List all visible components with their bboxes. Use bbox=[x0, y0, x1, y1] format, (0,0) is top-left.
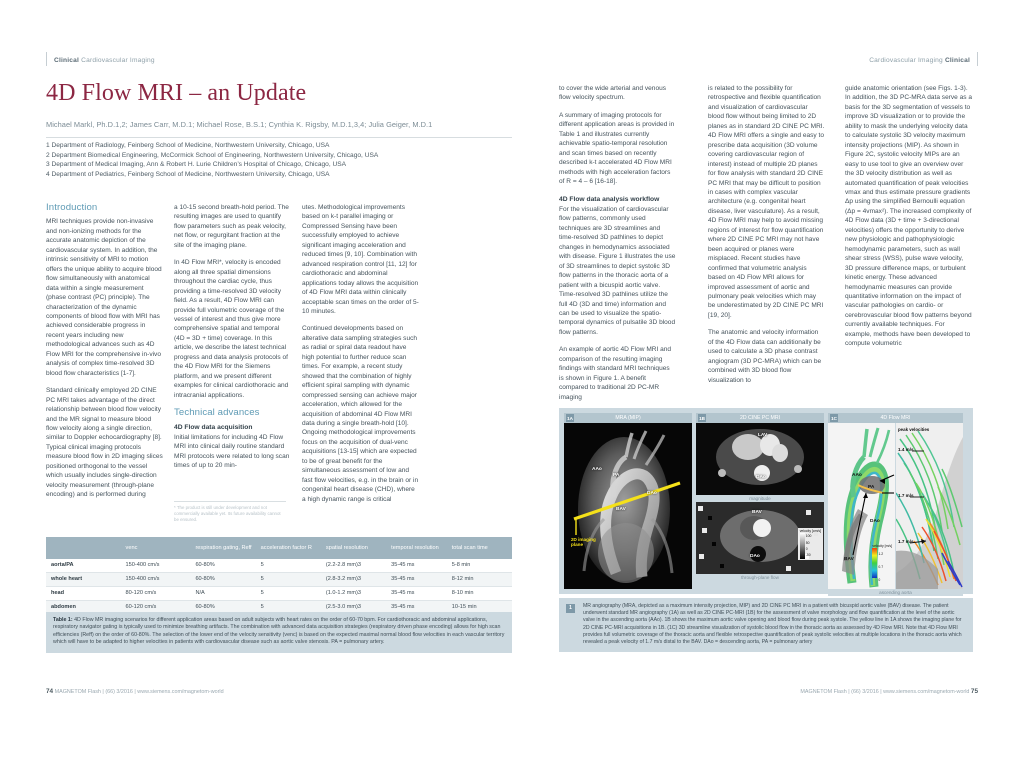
table-col-header: acceleration factor R bbox=[256, 537, 321, 559]
running-head-left bbox=[46, 52, 155, 66]
paragraph: is related to the possibility for retrospective and flexible quantification and visualization of cardiovascular blood flow without being limited to 2D planes as in standard 2D CINE PC MRI. 4D Flow MRI offers a single and easy to prescribe data acquisition (3D volume covering cardiovascular region of interest) instead of multiple 2D planes for flow analysis with standard 2D CINE PC MRI that may be difficult to position in cases with complex vascular architecture (e.g. congenital heart disease, liver vasculature). As a result, 4D Flow MRI may help to avoid missing regions of interest for flow quantification where 2D CINE PC MRI may not have been acquired or planes were misplaced. Recent studies have confirmed that volumetric analysis based on 4D Flow MRI allows for improved assessment of aortic and pulmonary peak velocities which may be underestimated by 2D CINE PC MRI [19, 20]. bbox=[708, 85, 825, 319]
table-cell: 150-400 cm/s bbox=[121, 573, 191, 587]
label-dao-1b: DAo bbox=[756, 475, 766, 480]
table-cell: N/A bbox=[190, 587, 255, 601]
section-heading-technical-advances: Technical advances bbox=[174, 407, 260, 419]
rule-divider-right bbox=[977, 52, 978, 66]
footnote-rule bbox=[174, 501, 286, 502]
label-bav-1a: BAV bbox=[616, 507, 626, 512]
figure-panel-1a bbox=[564, 413, 692, 589]
table-col-header: temporal resolution bbox=[386, 537, 447, 559]
figure-panel-1c bbox=[828, 413, 963, 596]
label-pa-1a: PA bbox=[613, 473, 620, 478]
sublabel-ascending-aorta: ascending aorta bbox=[879, 590, 912, 595]
table-cell: 60-80% bbox=[190, 573, 255, 587]
table-cell: 150-400 cm/s bbox=[121, 559, 191, 573]
table-cell: 35-45 ms bbox=[386, 559, 447, 573]
text-column-3 bbox=[302, 203, 419, 512]
paragraph: guide anatomic orientation (see Figs. 1-3). In addition, the 3D PC-MRA data serve as a basis for the 3D segmentation of vessels to improve 3D visualization or to provide the ability to mask the underlying velocity data to calculate systolic 3D velocity maximum intensity projections (MIP). As shown in Figure 2C, systolic velocity MIPs are an easy to use tool to give an overview over the 3D velocity distribution as well as automated quantification of peak velocities vmax and thus estimate pressure gradients Δp using the simplified Bernoulli equation (Δp = 4vmax²). The increased complexity of 4D Flow data (3D + time + 3-directional velocities) offers the opportunity to derive new physiologic and pathophysiologic hemodynamic parameters, such as wall shear stress (WSS), pulse wave velocity, 3D pressure difference maps, or turbulent kinetic energy. These advanced hemodynamic measures can provide quantitative information on the impact of vascular pathologies on cardio- or cerebrovascular blood flow patterns beyond currently available techniques. For example, methods have been developed to compute volumetric bbox=[845, 85, 973, 348]
protocol-table bbox=[46, 537, 512, 615]
panel-tag-1c: 1C bbox=[831, 415, 837, 421]
sublabel-through-plane: through-plane flow bbox=[741, 575, 779, 580]
velocity-scale-1b bbox=[798, 528, 823, 560]
table-cell: 80-120 cm/s bbox=[121, 587, 191, 601]
table-cell: (2.8-3.2 mm)3 bbox=[321, 573, 386, 587]
paragraph: Continued developments based on alterative data sampling strategies such as radial or spiral data readout have high potential to further reduce scan times. For example, a recent study showed that the combination of highly efficient spiral sampling with dynamic compressed sensing can achieve major acceleration, which allowed for the acquisition of abdominal 4D Flow MRI data during a single breath-hold [10]. Ongoing methodological improvements focus on the acquisition of dual-venc acquisitions [13-15] which are expected to be of great benefit for the simultaneous assessment of low and fast flow velocities, e.g. in the brain or in congenital heart disease (CHD), where a high dynamic range is critical bbox=[302, 325, 419, 503]
table-row bbox=[46, 587, 512, 601]
figure-panel-1b bbox=[696, 413, 824, 581]
footnote bbox=[174, 501, 286, 523]
panel-title-bar-1b bbox=[696, 413, 824, 423]
table-cell: 5 bbox=[256, 559, 321, 573]
text-column-5 bbox=[708, 84, 825, 393]
table-cell: 5 bbox=[256, 601, 321, 615]
table-caption-text: 4D Flow MR imaging scenarios for different application areas based on adult subjects with heart rates on the order of 60-70 bpm. For cardiothoracic and abdominal applications, respiratory navigator gating is typically used to minimize breathing artifacts. The combination with advanced data acquisition strategies (respiratory driven phase encoding) allows for high scan efficiencies (Reff) on the order of 60-80%. The selection of the lower end of the velocity sensitivity (venc) is based on the expected maximal normal blood flow velocities in each vascular territory which will have to be adapted to higher velocities in patients with cardiovascular disease such as aortic valve stenosis. PA = pulmonary artery. bbox=[53, 617, 505, 646]
table-caption bbox=[46, 612, 512, 653]
table-col-header: venc bbox=[121, 537, 191, 559]
paragraph: utes. Methodological improvements based on k-t parallel imaging or Compressed Sensing have been successfully employed to achieve significant imaging acceleration and reduced times [9, 10]. Combination with advanced respiration control [11, 12] for cardiothoracic and abdominal applications today allows the acquisition of 4D Flow MRI data within clinically acceptable scan times on the order of 5-10 minutes. bbox=[302, 204, 419, 315]
paragraph: a 10-15 second breath-hold period. The resulting images are used to quantify flow parameters such as peak velocity, net flow, or regurgitant fraction at the site of the imaging plane. bbox=[174, 204, 289, 249]
velocity-scale-title-1c: velocity [m/s] bbox=[872, 544, 892, 548]
footer-right bbox=[800, 688, 978, 695]
paragraph: For the visualization of cardiovascular flow patterns, commonly used techniques are 3D streamlines and time-resolved 3D pathlines to depict changes in hemodynamics associated with disease. Figure 1 illustrates the use of 3D streamlines to depict systolic 3D flow patterns in the thoracic aorta of a patient with a bicuspid aortic valve. Time-resolved 3D pathlines utilize the full 4D (3D and time) information and can be used to visualize the spatio-temporal dynamics of pulsatile 3D blood flow patterns. bbox=[559, 205, 676, 336]
mri-image-ascending-aorta bbox=[896, 423, 963, 589]
runhead-left-secondary: Cardiovascular Imaging bbox=[81, 57, 155, 64]
scale-tick: 100 bbox=[805, 534, 812, 539]
footnote-text: * The product is still under development and not commercially available yet. Its future availability cannot be ensured. bbox=[174, 504, 281, 522]
label-velocity-2: 1.7 m/s bbox=[898, 493, 914, 498]
affiliation-item: 3 Department of Medical Imaging, Ann & Robert H. Lurie Children’s Hospital of Chicago, Chicago, USA bbox=[46, 161, 347, 169]
affiliations bbox=[46, 141, 526, 179]
mra-mip-illustration bbox=[564, 423, 692, 589]
table-cell: (1.0-1.2 mm)3 bbox=[321, 587, 386, 601]
paragraph: The anatomic and velocity information of the 4D Flow data can additionally be used to calculate a 3D phase contrast angiogram (3D PC-MRA) which can be combined with 3D blood flow visualization to bbox=[708, 329, 822, 384]
label-pa-1c: PA bbox=[868, 485, 875, 490]
running-head-right bbox=[869, 52, 978, 66]
page-title: 4D Flow MRI – an Update bbox=[46, 80, 307, 106]
mri-image-magnitude bbox=[696, 423, 824, 495]
panel-title-bar-1c bbox=[828, 413, 963, 423]
label-aao-1c: AAo bbox=[852, 473, 862, 478]
subheading-data-acquisition: 4D Flow data acquisition bbox=[174, 423, 253, 431]
label-dao-1c: DAo bbox=[870, 519, 880, 524]
scale-tick: 0 bbox=[805, 547, 808, 551]
text-column-6 bbox=[845, 84, 973, 357]
label-aao-1a: AAo bbox=[592, 467, 602, 472]
table-caption-label: Table 1: bbox=[53, 617, 73, 623]
mri-image-through-plane bbox=[696, 502, 824, 574]
runhead-right-primary: Clinical bbox=[944, 57, 970, 64]
text-column-2 bbox=[174, 203, 291, 471]
table-cell: 35-45 ms bbox=[386, 601, 447, 615]
footer-right-text: MAGNETOM Flash | (66) 3/2016 | www.siemens.com/magnetom-world bbox=[800, 689, 970, 695]
table-cell: 60-80% bbox=[190, 559, 255, 573]
footer-left-text: MAGNETOM Flash | (66) 3/2016 | www.siemens.com/magnetom-world bbox=[54, 689, 224, 695]
mri-image-4d-streamlines bbox=[828, 423, 895, 589]
table-cell: 35-45 ms bbox=[386, 573, 447, 587]
table-cell: 10-15 min bbox=[447, 601, 512, 615]
table-cell: aorta/PA bbox=[46, 559, 121, 573]
velocity-colorbar-1b bbox=[800, 533, 805, 559]
text-column-1 bbox=[46, 203, 163, 508]
table-col-header: total scan time bbox=[447, 537, 512, 559]
table-cell: 60-120 cm/s bbox=[121, 601, 191, 615]
table-col-header bbox=[46, 537, 121, 559]
table-row bbox=[46, 559, 512, 573]
scale-tick-lo: 0 bbox=[878, 578, 881, 582]
footer-left bbox=[46, 688, 224, 695]
page-number-right: 75 bbox=[970, 688, 978, 695]
title-rule bbox=[46, 137, 512, 138]
label-velocity-3: 1.7 m/s bbox=[898, 539, 914, 544]
table-cell: 35-45 ms bbox=[386, 587, 447, 601]
table-cell: 5-8 min bbox=[447, 559, 512, 573]
author-list: Michael Markl, Ph.D.1,2; James Carr, M.D.1; Michael Rose, B.S.1; Cynthia K. Rigsby, M.D.1,3,4; Julia Geiger, M.D.1 bbox=[46, 120, 433, 129]
label-bav-1c: BAV bbox=[844, 557, 854, 562]
label-lav-1b: LAV bbox=[758, 433, 768, 438]
label-dao-1a: DAo bbox=[647, 491, 657, 496]
table-cell: 8-10 min bbox=[447, 587, 512, 601]
paragraph: Standard clinically employed 2D CINE PC MRI takes advantage of the direct relationship between blood flow velocity and the MR signal to measure blood flow velocity along a single direction, similar to Doppler echocardiography [8]. Typical clinical imaging protocols measure blood flow in 2D imaging slices positioned orthogonal to the vessel which usually includes single-direction velocity measurement (through-plane encoding) and is performed during bbox=[46, 387, 163, 499]
scale-tick: -50 bbox=[805, 553, 811, 558]
page-number-left: 74 bbox=[46, 688, 54, 695]
runhead-left-primary: Clinical bbox=[54, 57, 80, 64]
affiliation-item: 1 Department of Radiology, Feinberg School of Medicine, Northwestern University, Chicago, USA bbox=[46, 142, 330, 149]
panel-title-1b: 2D CINE PC MRI bbox=[739, 415, 781, 421]
scale-tick: 50 bbox=[805, 540, 810, 545]
label-bav-1b: BAV bbox=[752, 510, 762, 515]
figure-number-badge: 1 bbox=[566, 604, 575, 613]
table-cell: abdomen bbox=[46, 601, 121, 615]
table-col-header: respiration gating, Reff bbox=[190, 537, 255, 559]
affiliation-item: 2 Department Biomedical Engineering, McCormick School of Engineering, Northwestern University, Chicago, USA bbox=[46, 151, 379, 159]
velocity-colorbar-1c bbox=[872, 548, 877, 578]
panel-title-bar-1a bbox=[564, 413, 692, 423]
table-cell: 5 bbox=[256, 573, 321, 587]
panel-title-1c: 4D Flow MRI bbox=[880, 415, 911, 421]
table-header-row bbox=[46, 537, 512, 559]
table-cell: 60-80% bbox=[190, 601, 255, 615]
text-column-4 bbox=[559, 84, 676, 410]
scale-tick-hi: 1.2 bbox=[878, 552, 884, 556]
table-row bbox=[46, 573, 512, 587]
panel-tag-1a: 1A bbox=[567, 415, 573, 421]
sublabel-magnitude: magnitude bbox=[749, 496, 771, 501]
table-cell: whole heart bbox=[46, 573, 121, 587]
paragraph: Initial limitations for including 4D Flow MRI into clinical daily routine standard MRI protocols were related to long scan times of up to 20 min- bbox=[174, 433, 290, 470]
figure-1-container bbox=[559, 408, 973, 594]
paragraph: A summary of imaging protocols for different application areas is provided in Table 1 and illustrates currently achievable spatio-temporal resolution and scan times based on recently described k-t accelerated 4D Flow MRI methods with high acceleration factors of R = 4 – 6 [16-18]. bbox=[559, 111, 675, 186]
table-cell: (2.5-3.0 mm)3 bbox=[321, 601, 386, 615]
table-cell: head bbox=[46, 587, 121, 601]
panel-tag-1b: 1B bbox=[699, 415, 705, 421]
label-velocity-1: 1.4 m/s bbox=[898, 447, 914, 452]
mri-image-mra-mip bbox=[564, 423, 692, 589]
velocity-scale-title-1b: velocity [cm/s] bbox=[799, 529, 821, 533]
paragraph: MRI techniques provide non-invasive and non-ionizing methods for the accurate anatomic depiction of the cardiovascular system. In addition, the intrinsic sensitivity of MRI to motion offers the unique ability to acquire blood flow simultaneously with anatomical data within a single measurement (phase contrast (PC) principle). The characterization of the dynamic components of blood flow with MRI has achieved considerable progress in recent years including new methodological advances such as 4D Flow MRI for the comprehensive in-vivo analysis of complex time-resolved 3D blood flow characteristics [1-7]. bbox=[46, 218, 162, 377]
paragraph: An example of aortic 4D Flow MRI and comparison of the resulting imaging findings with standard MRI techniques is shown in Figure 1. A benefit compared to traditional 2D PC-MR imaging bbox=[559, 346, 672, 401]
table-col-header: spatial resolution bbox=[321, 537, 386, 559]
table-cell: 5 bbox=[256, 587, 321, 601]
section-heading-introduction: Introduction bbox=[46, 202, 98, 213]
table-cell: (2.2-2.8 mm)3 bbox=[321, 559, 386, 573]
paragraph: In 4D Flow MRI*, velocity is encoded along all three spatial dimensions throughout the cardiac cycle, thus providing a time-resolved 3D velocity field. As a result, 4D Flow MRI can provide full volumetric coverage of the vessel of interest and thus give more comprehensive spatial and temporal (4D = 3D + time) coverage. In this article, we describe the latest technical progress and data analysis protocols of the 4D Flow MRI for the Siemens platform, and we present different examples for clinical cardiothoracic and intracranial applications. bbox=[174, 259, 289, 399]
runhead-right-secondary: Cardiovascular Imaging bbox=[869, 57, 943, 64]
label-imaging-plane: 2D imaging plane bbox=[571, 537, 596, 547]
panel-title-1a: MRA (MIP) bbox=[615, 415, 641, 421]
label-peak-velocities: peak velocities bbox=[898, 427, 930, 432]
velocity-scale-1c bbox=[870, 543, 894, 588]
rule-divider bbox=[46, 52, 47, 66]
label-dao-1b2: DAo bbox=[750, 554, 760, 559]
subheading-analysis-workflow: 4D Flow data analysis workflow bbox=[559, 195, 660, 203]
paragraph: to cover the wide arterial and venous flow velocity spectrum. bbox=[559, 85, 666, 102]
affiliation-item: 4 Department of Pediatrics, Feinberg School of Medicine, Northwestern University, Chicago, USA bbox=[46, 170, 330, 178]
figure-caption bbox=[559, 598, 973, 652]
table-cell: 8-12 min bbox=[447, 573, 512, 587]
figure-caption-text: MR angiography (MRA, depicted as a maximum intensity projection, MIP) and 2D CINE PC MRI in a patient with bicuspid aortic valve (BAV) disease. The patient underwent standard MR angiography (1A) as well as 2D CINE PC-MRI (1B) for the assessment of valve morphology and flow quantification at the level of the aortic valve in the ascending aorta (AAo). 1B shows the maximum aortic valve opening and blood flow during peak systole. The yellow line in 1A shows the imaging plane for 2D CINE PC-MRI acquisitions in 1B. (1C) 3D streamline visualization of systolic blood flow in the thoracic aorta as assessed by 4D Flow MRI. Note that 4D Flow MRI provides full volumetric coverage of the thoracic aorta and flexible retrospective quantification of peak systolic velocities at multiple locations in the thoracic aorta which revealed a peak velocity of 1.7 m/s distal to the BAV. DAo = descending aorta, PA = pulmonary artery bbox=[583, 603, 962, 646]
scale-tick-mid: 0.7 bbox=[878, 565, 884, 569]
